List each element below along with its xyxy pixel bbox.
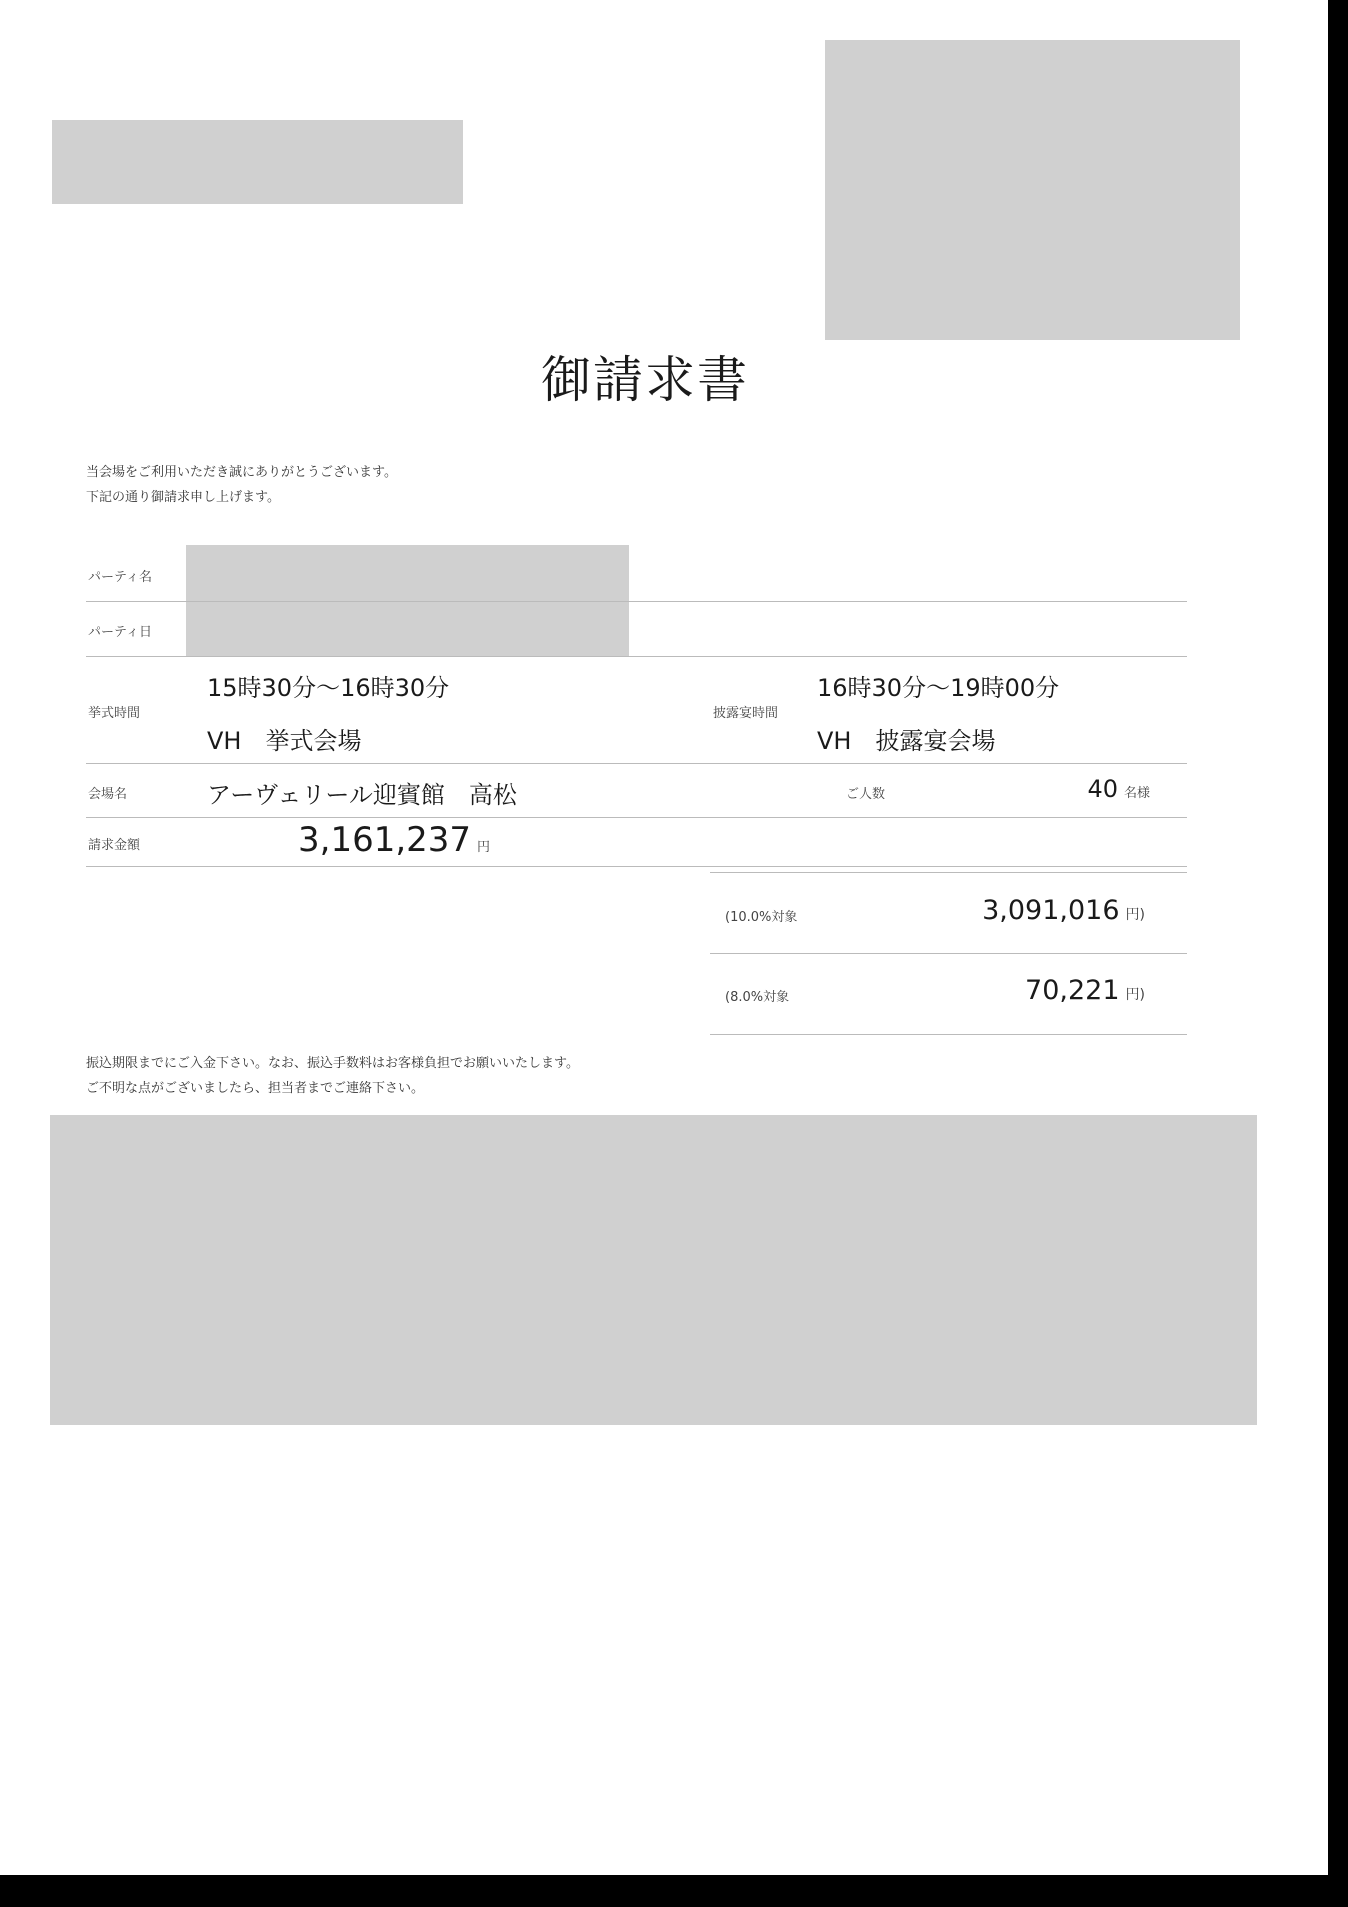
tax-10-group [900,895,1145,926]
row-divider [86,817,1187,818]
venue-label: 会場名 [88,787,128,802]
reception-time: 16時30分～19時00分 [817,674,1060,702]
amount-label: 請求金額 [88,838,141,853]
row-divider [86,763,1187,764]
tax-10-label: (10.0%対象 [725,910,798,925]
guests-unit: 名様 [1123,786,1150,801]
tax-divider [710,953,1187,954]
reception-venue: VH 披露宴会場 [817,727,996,755]
party-date-label: パーティ日 [88,625,152,640]
redacted-issuer-block [825,40,1240,340]
tax-10-value: 3,091,016 [982,895,1120,926]
redacted-bank-details [50,1115,1257,1425]
row-divider [86,656,1187,657]
venue-name: アーヴェリール迎賓館 高松 [207,781,517,809]
reception-time-label: 披露宴時間 [713,706,779,721]
party-name-label: パーティ名 [88,570,152,585]
intro-line-1: 当会場をご利用いただき誠にありがとうございます。 [86,465,397,480]
note-line-2: ご不明な点がございましたら、担当者までご連絡下さい。 [86,1081,425,1096]
tax-10-unit: 円) [1125,907,1145,923]
intro-line-2: 下記の通り御請求申し上げます。 [86,490,280,505]
payment-notes [86,1051,579,1101]
ceremony-time-label: 挙式時間 [88,706,141,721]
document-title: 御請求書 [541,351,749,409]
intro-text [86,460,397,510]
amount-group [298,820,490,860]
tax-8-group [900,975,1145,1006]
tax-divider [710,1034,1187,1035]
note-line-1: 振込期限までにご入金下さい。なお、振込手数料はお客様負担でお願いいたします。 [86,1056,579,1071]
guests-count: 40 [1087,775,1118,803]
amount-unit: 円 [477,840,491,855]
tax-divider [710,872,1187,873]
tax-8-unit: 円) [1125,987,1145,1003]
ceremony-time: 15時30分～16時30分 [207,674,450,702]
ceremony-venue: VH 挙式会場 [207,727,362,755]
redacted-recipient-block [52,120,463,204]
row-divider [86,601,1187,602]
invoice-amount: 3,161,237 [298,820,472,860]
guests-count-group [1040,775,1150,803]
tax-8-label: (8.0%対象 [725,990,790,1005]
guests-label: ご人数 [846,787,886,802]
row-divider [86,866,1187,867]
tax-8-value: 70,221 [1025,975,1120,1006]
